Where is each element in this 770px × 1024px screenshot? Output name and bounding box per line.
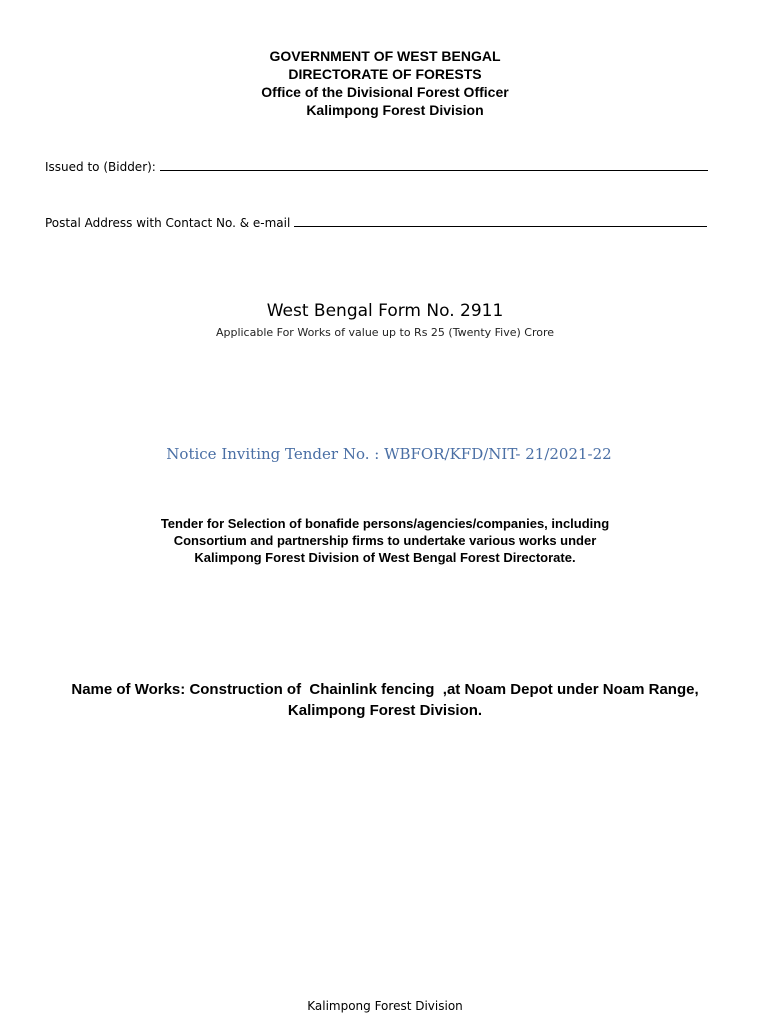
tender-line-3: Kalimpong Forest Division of West Bengal Forest Directorate. bbox=[194, 550, 576, 565]
postal-address-label: Postal Address with Contact No. & e-mail bbox=[45, 216, 291, 230]
tender-line-2: Consortium and partnership firms to undertake various works under bbox=[173, 533, 597, 548]
tender-line-1: Tender for Selection of bonafide persons/agencies/companies, including bbox=[160, 516, 610, 531]
issued-to-blank-line bbox=[160, 159, 708, 171]
header-government: GOVERNMENT OF WEST BENGAL bbox=[269, 48, 501, 64]
header-division: Kalimpong Forest Division bbox=[306, 102, 484, 118]
header-directorate: DIRECTORATE OF FORESTS bbox=[288, 66, 482, 82]
works-line-2: Kalimpong Forest Division. bbox=[287, 702, 483, 719]
works-line-1: Name of Works: Construction of Chainlink fencing ,at Noam Depot under Noam Range, bbox=[71, 681, 699, 698]
postal-address-blank-line bbox=[294, 215, 707, 227]
header-office: Office of the Divisional Forest Officer bbox=[261, 84, 509, 100]
form-subtitle: Applicable For Works of value up to Rs 25 (Twenty Five) Crore bbox=[215, 326, 555, 339]
page-footer: Kalimpong Forest Division bbox=[307, 999, 463, 1013]
form-title: West Bengal Form No. 2911 bbox=[266, 301, 504, 321]
nit-number: Notice Inviting Tender No. : WBFOR/KFD/NIT- 21/2021-22 bbox=[166, 445, 612, 463]
postal-address-field bbox=[45, 215, 707, 230]
issued-to-field bbox=[45, 159, 708, 174]
name-of-works bbox=[0, 679, 770, 721]
tender-description bbox=[0, 515, 770, 566]
document-header bbox=[0, 47, 770, 119]
issued-to-label: Issued to (Bidder): bbox=[45, 160, 156, 174]
